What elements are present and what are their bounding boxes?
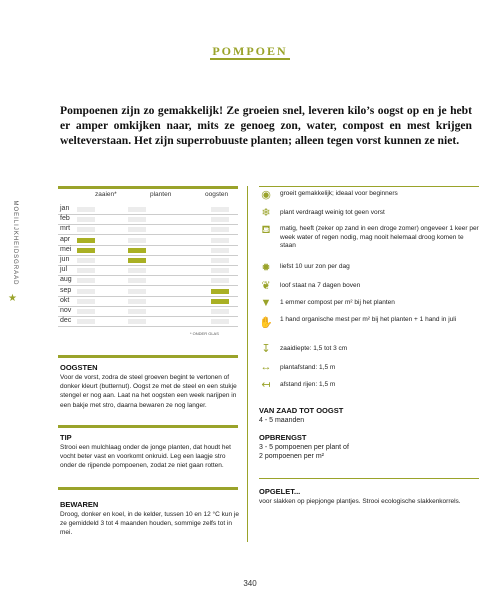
zaaien-cell — [77, 258, 95, 263]
planten-cell — [128, 299, 146, 304]
month-label: mrt — [60, 225, 71, 233]
intro-paragraph: Pompoenen zijn zo gemakkelijk! Ze groeien snel, leveren kilo’s oogst op en je hebt er amper omkijken naar, mits ze genoeg zon, water, compost en mest krijgen welteverstaan. Het zijn superrobuuste planten; alleen tegen vorst kunnen ze niet. — [60, 104, 472, 147]
calendar-row-rule — [58, 275, 238, 276]
zaaien-cell — [77, 217, 95, 222]
oogsten-cell — [211, 309, 229, 314]
calendar-note: * ONDER GLAS — [190, 331, 219, 337]
title-underline — [210, 58, 290, 60]
oogsten-cell — [211, 227, 229, 232]
bewaren-heading: BEWAREN — [60, 500, 99, 509]
oogsten-cell — [211, 268, 229, 273]
oogsten-cell — [211, 248, 229, 253]
opbrengst-line-1: 3 - 5 pompoenen per plant of — [259, 444, 349, 451]
month-label: jun — [60, 256, 70, 263]
eye-icon: ◉ — [261, 188, 271, 201]
planten-cell — [128, 268, 146, 273]
bewaren-rule — [58, 487, 238, 490]
planten-cell — [128, 258, 146, 263]
page-number: 340 — [243, 579, 257, 588]
opbrengst-heading: OPBRENGST — [259, 433, 307, 442]
calendar-row-rule — [58, 285, 238, 286]
info-row-distance: afstand rijen: 1,5 m — [280, 381, 336, 388]
zaaien-cell — [77, 268, 95, 273]
zaaien-cell — [77, 227, 95, 232]
calendar-row-rule — [58, 326, 238, 327]
calendar-row-rule — [58, 224, 238, 225]
planten-cell — [128, 227, 146, 232]
calendar-row-rule — [58, 265, 238, 266]
calendar-row-rule — [58, 296, 238, 297]
column-divider — [247, 186, 248, 542]
oogsten-cell — [211, 289, 229, 294]
info-plant-distance: plantafstand: 1,5 m — [280, 364, 336, 371]
col-oogsten: oogsten — [205, 191, 229, 198]
oogsten-cell — [211, 319, 229, 324]
month-label: jul — [60, 266, 68, 274]
calendar-row-rule — [58, 306, 238, 307]
col-zaaien: zaaien* — [95, 191, 117, 198]
oogsten-cell — [211, 258, 229, 263]
planten-cell — [128, 217, 146, 222]
oogsten-cell — [211, 278, 229, 283]
zaaien-cell — [77, 289, 95, 294]
info-germination: loof staat na 7 dagen boven — [280, 282, 361, 289]
oogsten-cell — [211, 217, 229, 222]
zaaien-cell — [77, 299, 95, 304]
oogsten-cell — [211, 299, 229, 304]
plant-distance-icon: ↔ — [260, 361, 272, 373]
planten-cell — [128, 207, 146, 212]
month-label: jan — [60, 205, 70, 212]
zaaien-cell — [77, 278, 95, 283]
month-label: dec — [60, 317, 72, 325]
van-zaad-value: 4 - 5 maanden — [259, 417, 305, 424]
tip-rule — [58, 425, 238, 428]
watering-can-icon: ⛾ — [261, 224, 271, 236]
difficulty-label: MOEILIJKHEIDSGRAAD — [12, 200, 18, 286]
tip-text: Strooi een mulchlaag onder de jonge planten, dat houdt het vocht beter vast en voorkomt onkruid. Leg een laagje stro onder de rijpende pompoenen, zodat ze niet gaan rotten. — [60, 444, 231, 470]
info-compost: 1 emmer compost per m² bij het planten — [280, 299, 395, 306]
month-label: sep — [60, 286, 72, 294]
month-label: aug — [60, 276, 72, 284]
oogsten-text: Voor de vorst, zodra de steel groeven begint te vertonen of donker kleurt (butternut). Oogst ze met de steel en een stukje stengel er nog aan. Laat na het oogsten een week narijpen in een bakje met stro, daarna bewaren ze nog langer. — [60, 374, 237, 409]
oogsten-cell — [211, 207, 229, 212]
info-top-rule — [259, 186, 479, 187]
bewaren-text: Droog, donker en koel, in de kelder, tussen 10 en 12 °C kun je ze gemiddeld 3 tot 4 maanden houden, sommige zelfs tot in mei. — [60, 511, 239, 537]
zaaien-cell — [77, 309, 95, 314]
van-zaad-heading: VAN ZAAD TOT OOGST — [259, 406, 344, 415]
sun-icon: ✹ — [261, 261, 271, 274]
info-difficulty: groeit gemakkelijk; ideaal voor beginners — [280, 190, 398, 197]
glove-icon: ✋ — [259, 316, 273, 329]
planten-cell — [128, 319, 146, 324]
zaaien-cell — [77, 319, 95, 324]
month-label: feb — [60, 215, 70, 223]
info-depth: zaaidiepte: 1,5 tot 3 cm — [280, 345, 348, 352]
info-water: matig, heeft (zeker op zand in een droge zomer) ongeveer 1 keer per week water of regen nodig, mag nooit helemaal droog komen te staan — [280, 225, 479, 250]
page-title: POMPOEN — [212, 44, 288, 58]
opgelet-heading: OPGELET... — [259, 487, 301, 496]
calendar-top-rule — [58, 186, 238, 189]
month-label: nov — [60, 307, 72, 314]
depth-icon: ↧ — [261, 342, 271, 355]
calendar-row-rule — [58, 234, 238, 235]
calendar-row-rule — [58, 255, 238, 256]
planten-cell — [128, 248, 146, 253]
calendar-row-rule — [58, 214, 238, 215]
snowflake-icon: ❄ — [261, 206, 271, 219]
month-label: mei — [60, 245, 72, 253]
tip-heading: TIP — [60, 433, 72, 442]
zaaien-cell — [77, 207, 95, 212]
opgelet-rule — [259, 478, 479, 479]
planten-cell — [128, 289, 146, 294]
month-label: okt — [60, 296, 70, 304]
info-manure: 1 hand organische mest per m² bij het planten + 1 hand in juli — [280, 316, 457, 323]
month-label: apr — [60, 235, 71, 243]
leaf-icon: ❦ — [261, 279, 271, 292]
zaaien-cell — [77, 248, 95, 253]
opgelet-text: voor slakken op piepjonge plantjes. Strooi ecologische slakkenkorrels. — [259, 498, 461, 505]
planten-cell — [128, 278, 146, 283]
opbrengst-line-2: 2 pompoenen per m² — [259, 453, 324, 460]
oogsten-rule — [58, 355, 238, 358]
planten-cell — [128, 238, 146, 243]
bucket-icon: ▼ — [260, 297, 272, 309]
calendar-row-rule — [58, 245, 238, 246]
row-distance-icon: ↤ — [261, 378, 271, 391]
oogsten-cell — [211, 238, 229, 243]
calendar-row-rule — [58, 316, 238, 317]
zaaien-cell — [77, 238, 95, 243]
planten-cell — [128, 309, 146, 314]
col-planten: planten — [150, 191, 172, 198]
star-icon: ★ — [8, 293, 17, 304]
info-sun: liefst 10 uur zon per dag — [280, 263, 350, 270]
info-frost: plant verdraagt weinig tot geen vorst — [280, 209, 385, 216]
oogsten-heading: OOGSTEN — [60, 363, 98, 372]
